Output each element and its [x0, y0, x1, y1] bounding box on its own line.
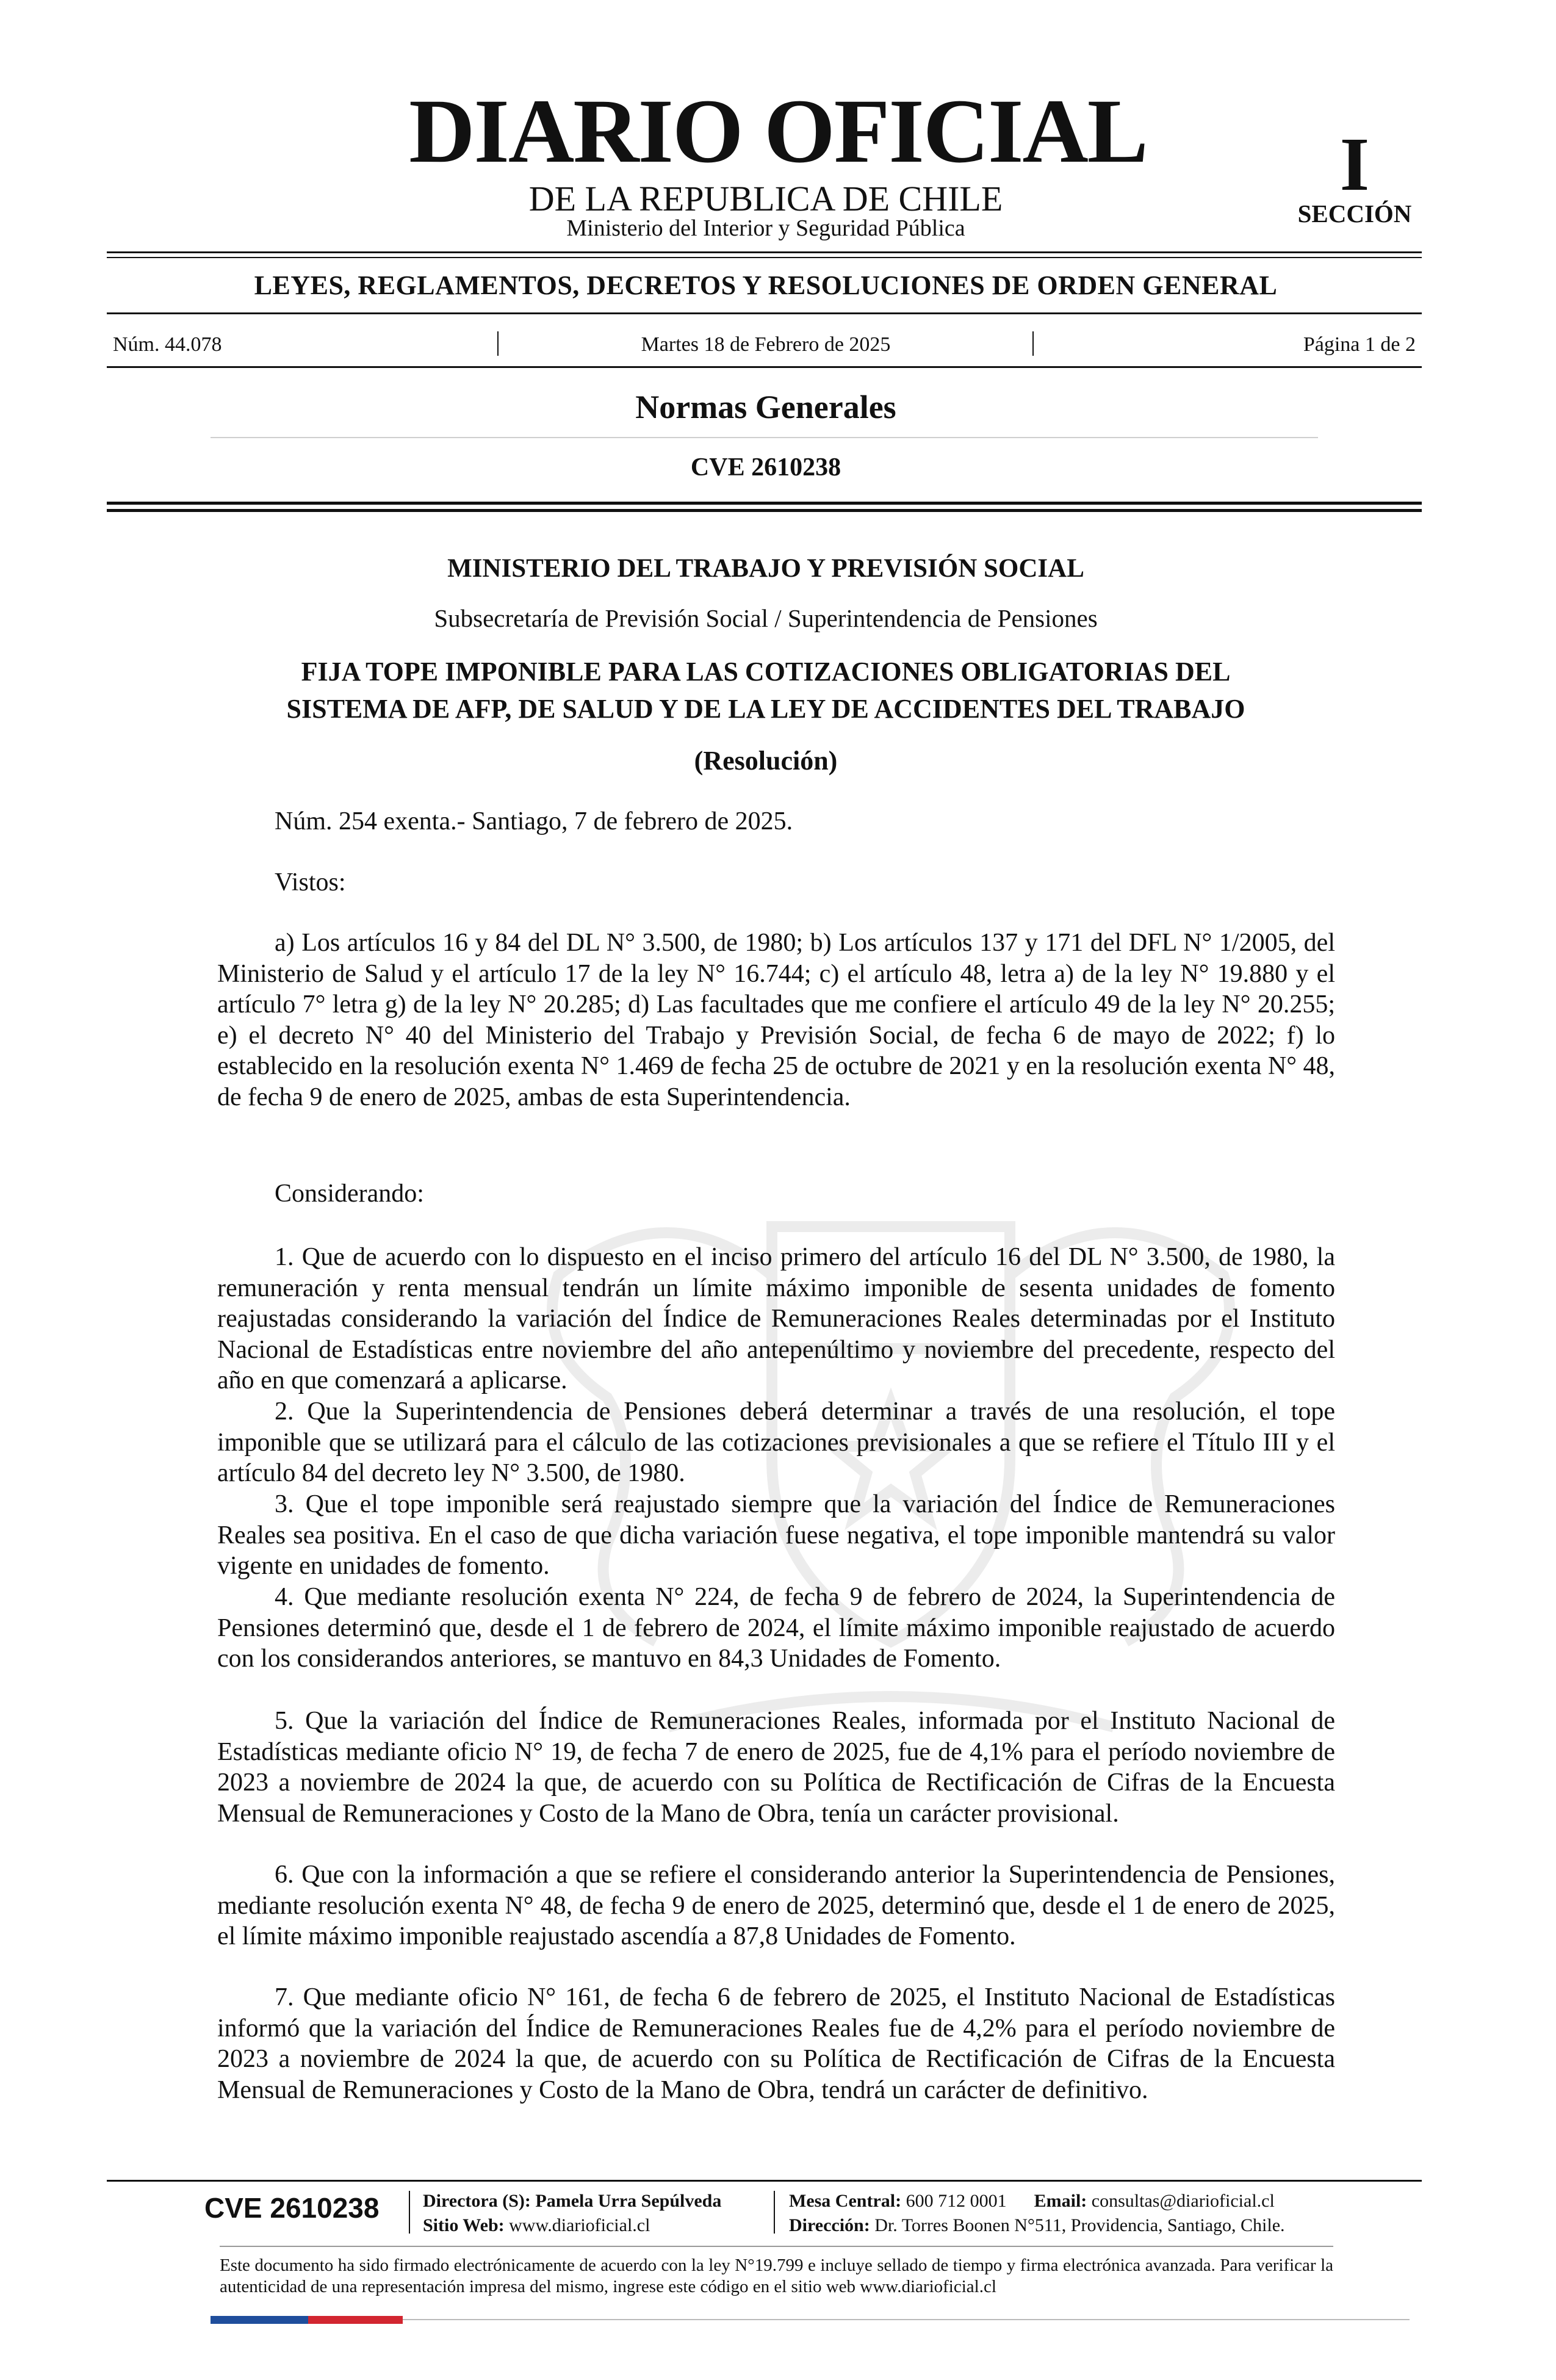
considerando-paragraph: 3. Que el tope imponible será reajustado siempre que la variación del Índice de Remuneraciones Reales sea positiva. En el caso de que dicha variación fuese negativa, el tope imponible mantendrá su valor vigente en unidades de fomento.	[217, 1490, 1335, 1580]
header-rule-thick	[107, 502, 1422, 505]
footer-email-label: Email:	[1034, 2191, 1087, 2211]
footer-contact	[789, 2192, 1275, 2210]
vistos-paragraph: a) Los artículos 16 y 84 del DL N° 3.500, de 1980; b) Los artículos 137 y 171 del DFL N° 1/2005, del Ministerio de Salud y el artículo 17 de la ley N° 16.744; c) el artículo 48, letra a) de la ley N° 19.880 y el artículo 7° letra g) de la ley N° 20.285; d) Las facultades que me confiere el artículo 49 de la ley N° 20.255; e) el decreto N° 40 del Ministerio del Trabajo y Previsión Social, de fecha 6 de mayo de 2022; f) lo establecido en la resolución exenta N° 1.469 de fecha 25 de octubre de 2021 y en la resolución exenta N° 48, de fecha 9 de enero de 2025, ambas de esta Superintendencia.	[217, 929, 1335, 1111]
norms-divider	[211, 437, 1318, 438]
footer-cve: CVE 2610238	[204, 2192, 380, 2224]
footer-address	[789, 2216, 1285, 2235]
resolution-title	[201, 653, 1330, 727]
footer-phone-label: Mesa Central:	[789, 2191, 902, 2211]
considerando-paragraph: 7. Que mediante oficio N° 161, de fecha 6 de febrero de 2025, el Instituto Nacional de Estadísticas informó que la variación del Índice de Remuneraciones Reales fue de 4,2% para el período noviembre de 2023 a noviembre de 2024 la que, de acuerdo con su Política de Rectificación de Cifras de la Encuesta Mensual de Remuneraciones y Costo de la Mano de Obra, tendrá un carácter de definitivo.	[217, 1983, 1335, 2104]
edition-page: Página 1 de 2	[1303, 333, 1416, 356]
vistos-label: Vistos:	[275, 868, 346, 896]
footer-director-label: Directora (S):	[423, 2191, 531, 2211]
footer-address-text: Dr. Torres Boonen N°511, Providencia, Santiago, Chile.	[874, 2215, 1285, 2235]
considerando-paragraph: 4. Que mediante resolución exenta N° 224, de fecha 9 de febrero de 2024, la Superintendencia de Pensiones determinó que, desde el 1 de febrero de 2024, el límite máximo imponible reajustado de acuerdo con los considerandos anteriores, se mantuvo en 84,3 Unidades de Fomento.	[217, 1583, 1335, 1673]
footer-rule-top	[107, 2180, 1422, 2182]
resolution-title-line: FIJA TOPE IMPONIBLE PARA LAS COTIZACIONES OBLIGATORIAS DEL	[301, 657, 1231, 687]
footer-website-label: Sitio Web:	[423, 2215, 505, 2235]
masthead-rule-top	[107, 251, 1422, 253]
masthead-rule-top-thin	[107, 257, 1422, 258]
masthead-title: DIARIO OFICIAL	[409, 81, 1147, 182]
ministry-heading: MINISTERIO DEL TRABAJO Y PREVISIÓN SOCIAL	[447, 554, 1084, 583]
resolution-type: (Resolución)	[694, 746, 838, 776]
edition-number: Núm. 44.078	[113, 333, 222, 356]
subsecretaria-line: Subsecretaría de Previsión Social / Superintendencia de Pensiones	[434, 604, 1098, 632]
category-line: LEYES, REGLAMENTOS, DECRETOS Y RESOLUCIONES DE ORDEN GENERAL	[254, 270, 1278, 300]
considerando-paragraph: 5. Que la variación del Índice de Remuneraciones Reales, informada por el Instituto Nacional de Estadísticas mediante oficio N° 19, de fecha 7 de enero de 2025, fue de 4,1% para el período noviembre de 2023 a noviembre de 2024 la que, de acuerdo con su Política de Rectificación de Cifras de la Encuesta Mensual de Remuneraciones y Costo de la Mano de Obra, tenía un carácter provisional.	[217, 1707, 1335, 1828]
footer-address-label: Dirección:	[789, 2215, 870, 2235]
section-number: I	[1339, 123, 1370, 207]
considerando-paragraph: 6. Que con la información a que se refiere el considerando anterior la Superintendencia de Pensiones, mediante resolución exenta N° 48, de fecha 9 de enero de 2025, determinó que, desde el 1 de enero de 2025, el límite máximo imponible reajustado ascendía a 87,8 Unidades de Fomento.	[217, 1861, 1335, 1950]
masthead-subtitle: DE LA REPUBLICA DE CHILE	[528, 179, 1003, 218]
cve-header: CVE 2610238	[690, 453, 841, 481]
section-label: SECCIÓN	[1297, 200, 1412, 228]
resolution-title-line: SISTEMA DE AFP, DE SALUD Y DE LA LEY DE ACCIDENTES DEL TRABAJO	[286, 694, 1245, 724]
edition-date: Martes 18 de Febrero de 2025	[641, 333, 891, 356]
footer-separator	[409, 2191, 410, 2234]
considerando-label: Considerando:	[275, 1180, 424, 1208]
footer-website-link[interactable]: www.diarioficial.cl	[509, 2215, 650, 2235]
flag-stripe-blue	[211, 2316, 308, 2324]
considerando-paragraph: 1. Que de acuerdo con lo dispuesto en el inciso primero del artículo 16 del DL N° 3.500, de 1980, la remuneración y renta mensual tendrán un límite máximo imponible de sesenta unidades de fomento reajustadas considerando la variación del Índice de Remuneraciones Reales determinadas por el Instituto Nacional de Estadísticas entre noviembre del año antepenúltimo y noviembre del precedente, respecto del año en que comenzará a aplicarse.	[217, 1243, 1335, 1394]
footer-director	[423, 2192, 721, 2210]
footer-bottom-rule	[403, 2319, 1410, 2320]
header-rule-thick-2	[107, 509, 1422, 512]
considerando-paragraph: 2. Que la Superintendencia de Pensiones deberá determinar a través de una resolución, el tope imponible que se utilizará para el cálculo de las cotizaciones previsionales a que se refiere el Título III y el artículo 84 del decreto ley N° 3.500, de 1980.	[217, 1397, 1335, 1487]
edition-rule-bottom	[107, 366, 1422, 368]
masthead-ministry: Ministerio del Interior y Seguridad Pública	[566, 215, 965, 241]
resolution-number: Núm. 254 exenta.- Santiago, 7 de febrero de 2025.	[275, 807, 793, 835]
footer-email-link[interactable]: consultas@diarioficial.cl	[1091, 2191, 1275, 2211]
norms-title: Normas Generales	[635, 389, 896, 425]
edition-separator	[1032, 331, 1034, 356]
footer-rule-legal	[220, 2246, 1333, 2247]
footer-legal-notice: Este documento ha sido firmado electrónicamente de acuerdo con la ley N°19.799 e incluye sellado de tiempo y firma electrónica avanzada. Para verificar la autenticidad de una representación impresa del mismo, ingrese este código en el sitio web www.diarioficial.cl	[220, 2256, 1333, 2296]
footer-separator	[774, 2191, 775, 2234]
footer-website	[423, 2216, 650, 2235]
footer-phone: 600 712 0001	[906, 2191, 1007, 2211]
footer-director-name: Pamela Urra Sepúlveda	[535, 2191, 722, 2211]
category-rule-bottom	[107, 312, 1422, 314]
flag-stripe-red	[308, 2316, 403, 2324]
